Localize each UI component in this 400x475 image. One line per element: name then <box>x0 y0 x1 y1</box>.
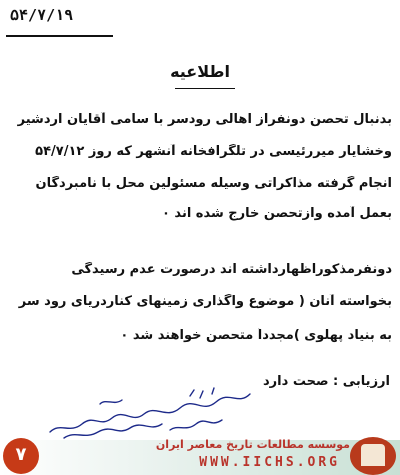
logo-digit: ۷ <box>15 444 27 465</box>
institute-emblem-icon <box>350 437 396 475</box>
body-line-4: بعمل آمده وازتحصن خارج شده اند ٠ <box>161 206 392 221</box>
archive-logo-icon <box>3 438 39 474</box>
handwritten-annotation <box>40 384 260 444</box>
body-line-2: وخشایار میررئیسی در تلگرافخانه آنشهر که روز ۵۴/۷/۱۲ <box>35 144 392 159</box>
footer-website: WWW.IICHS.ORG <box>199 455 340 470</box>
body-line-5: دونفرمذکوراظهارداشته اند درصورت عدم رسیدگی <box>71 262 392 277</box>
evaluation-label: ارزیابی : صحت دارد <box>263 374 390 389</box>
body-line-1: بدنبال تحصن دونفراز اهالی رودسر با سامی آقایان اردشیر <box>17 112 392 127</box>
footer-organization: موسسه مطالعات تاریخ معاصر ایران <box>155 438 350 451</box>
document-title: اطلاعیه <box>170 62 230 81</box>
date-underline <box>6 35 113 37</box>
title-underline <box>175 88 235 89</box>
body-line-7: به بنیاد پهلوی )مجدداً متحصن خواهند شد ٠ <box>120 328 392 343</box>
body-line-3: انجام گرفته مذاکراتی وسیله مسئولین محل با نامبردگان <box>35 176 392 191</box>
body-line-6: بخواسته آنان ( موضوع واگذاری زمینهای کناردریای رود سر <box>18 294 392 309</box>
emblem-book-icon <box>361 444 385 466</box>
document-date: ۵۴/۷/۱۹ <box>10 6 74 24</box>
